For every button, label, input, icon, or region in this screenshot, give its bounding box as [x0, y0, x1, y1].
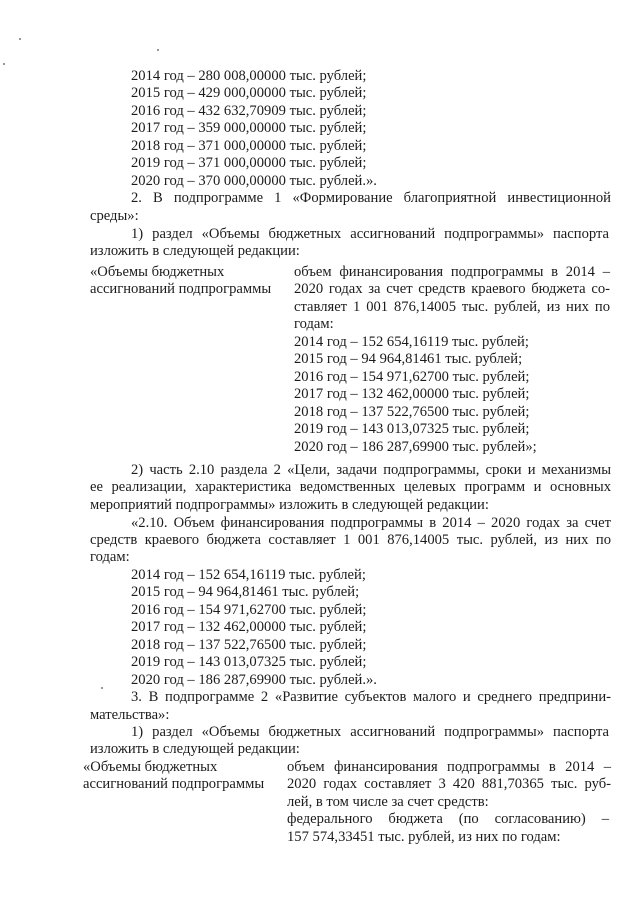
budget-year-line: 2014 год – 280 008,00000 тыс. рублей; [131, 68, 367, 84]
table-2-text: 157 574,33451 тыс. рублей, из них по годам: [287, 829, 561, 845]
item-2-sub2-line: ее реализации, характеристика ведомственных целевых программ и основных [90, 479, 611, 495]
table-1-label: «Объемы бюджетных [90, 264, 225, 280]
item-3-line: 3. В подпрограмме 2 «Развитие субъектов малого и среднего предприни- [131, 689, 611, 705]
section-2-10-line: «2.10. Объем финансирования подпрограммы в 2014 – 2020 годах за счет [131, 515, 611, 531]
table-2-label: ассигнований подпрограммы [83, 776, 265, 792]
scan-speck [101, 687, 103, 689]
table-1-text: объем финансирования подпрограммы в 2014 – [294, 264, 610, 280]
table-2-text: 2020 годах составляет 3 420 881,70365 тыс. руб- [287, 776, 611, 792]
section-2-10-year-line: 2018 год – 137 522,76500 тыс. рублей; [131, 637, 367, 653]
section-2-10-line: годам: [90, 549, 130, 565]
budget-year-line: 2016 год – 432 632,70909 тыс. рублей; [131, 103, 367, 119]
item-3-sub1-line: изложить в следующей редакции: [90, 741, 300, 757]
section-2-10-year-line: 2016 год – 154 971,62700 тыс. рублей; [131, 602, 367, 618]
item-3-line: мательства»: [90, 707, 170, 723]
budget-year-line: 2015 год – 429 000,00000 тыс. рублей; [131, 85, 367, 101]
item-2-sub2-line: мероприятий подпрограммы» изложить в следующей редакции: [90, 497, 489, 513]
budget-year-line: 2018 год – 371 000,00000 тыс. рублей; [131, 138, 367, 154]
item-2-sub1-line: изложить в следующей редакции: [90, 243, 300, 259]
item-2-line: среды»: [90, 208, 139, 224]
table-1-year-line: 2016 год – 154 971,62700 тыс. рублей; [294, 369, 530, 385]
scan-speck [157, 49, 159, 51]
item-3-sub1-line: 1) раздел «Объемы бюджетных ассигнований подпрограммы» паспорта [131, 724, 609, 740]
section-2-10-year-line: 2019 год – 143 013,07325 тыс. рублей; [131, 654, 367, 670]
table-1-year-line: 2020 год – 186 287,69900 тыс. рублей»; [294, 439, 537, 455]
section-2-10-year-line: 2020 год – 186 287,69900 тыс. рублей.». [131, 672, 377, 688]
section-2-10-year-line: 2014 год – 152 654,16119 тыс. рублей; [131, 567, 366, 583]
section-2-10-line: средств краевого бюджета составляет 1 001 876,14005 тыс. рублей, из них по [90, 532, 611, 548]
section-2-10-year-line: 2015 год – 94 964,81461 тыс. рублей; [131, 584, 360, 600]
table-1-year-line: 2018 год – 137 522,76500 тыс. рублей; [294, 404, 530, 420]
item-2-line: 2. В подпрограмме 1 «Формирование благоприятной инвестиционной [131, 190, 611, 206]
table-1-year-line: 2019 год – 143 013,07325 тыс. рублей; [294, 421, 530, 437]
table-2-text: объем финансирования подпрограммы в 2014 – [287, 759, 611, 775]
table-1-year-line: 2017 год – 132 462,00000 тыс. рублей; [294, 386, 530, 402]
table-2-text: лей, в том числе за счет средств: [287, 794, 489, 810]
table-1-text: 2020 годах за счет средств краевого бюджета со- [294, 281, 610, 297]
item-2-sub1-line: 1) раздел «Объемы бюджетных ассигнований подпрограммы» паспорта [131, 226, 609, 242]
budget-year-line: 2020 год – 370 000,00000 тыс. рублей.». [131, 173, 377, 189]
table-1-text: годам: [294, 316, 334, 332]
table-2-text: федерального бюджета (по согласованию) – [287, 811, 609, 827]
item-2-sub2-line: 2) часть 2.10 раздела 2 «Цели, задачи подпрограммы, сроки и механизмы [131, 462, 611, 478]
scan-speck [3, 63, 5, 65]
table-1-year-line: 2014 год – 152 654,16119 тыс. рублей; [294, 334, 529, 350]
section-2-10-year-line: 2017 год – 132 462,00000 тыс. рублей; [131, 619, 367, 635]
scan-speck [19, 38, 21, 40]
table-1-text: ставляет 1 001 876,14005 тыс. рублей, из них по [294, 299, 610, 315]
budget-year-line: 2019 год – 371 000,00000 тыс. рублей; [131, 155, 367, 171]
table-2-label: «Объемы бюджетных [83, 759, 218, 775]
table-1-label: ассигнований подпрограммы [90, 281, 272, 297]
table-1-year-line: 2015 год – 94 964,81461 тыс. рублей; [294, 351, 523, 367]
budget-year-line: 2017 год – 359 000,00000 тыс. рублей; [131, 120, 367, 136]
